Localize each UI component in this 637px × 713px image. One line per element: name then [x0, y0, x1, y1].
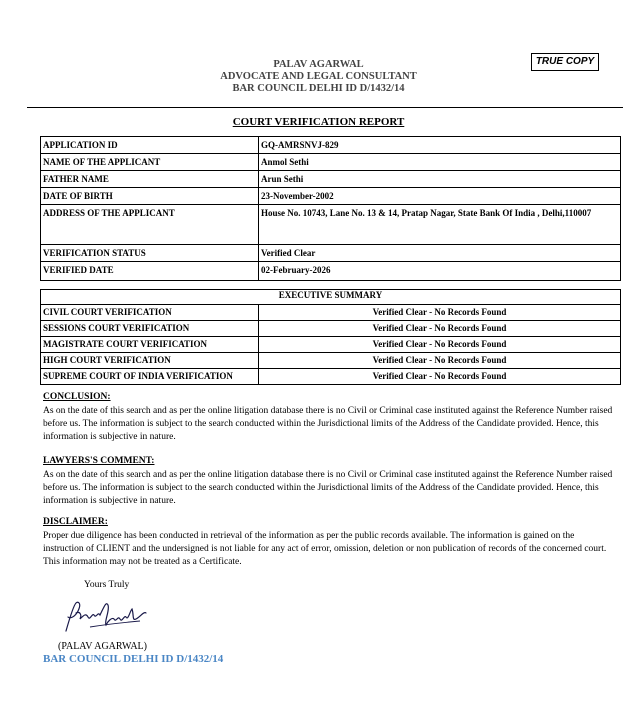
summary-row [41, 369, 621, 385]
signer-name: (PALAV AGARWAL) [58, 641, 147, 652]
info-row [41, 245, 621, 262]
info-row [41, 137, 621, 154]
info-value: 23-November-2002 [259, 188, 621, 205]
summary-row [41, 321, 621, 337]
info-label: ADDRESS OF THE APPLICANT [41, 205, 259, 245]
yours-truly: Yours Truly [84, 580, 130, 590]
info-value: 02-February-2026 [259, 262, 621, 281]
lawyers-comment-text: As on the date of this search and as per the online litigation database there is no Civil or Criminal case instituted against the Reference Number raised before us. The information is subject to the search conducted within the Jurisdictional limits of the Address of the Candidate provided. Hence, this information is subjective in nature. [43, 470, 613, 506]
summary-value: Verified Clear - No Records Found [259, 353, 621, 369]
info-value: Anmol Sethi [259, 154, 621, 171]
info-label: NAME OF THE APPLICANT [41, 154, 259, 171]
footer-bar-id: BAR COUNCIL DELHI ID D/1432/14 [43, 653, 224, 665]
info-label: FATHER NAME [41, 171, 259, 188]
summary-label: SUPREME COURT OF INDIA VERIFICATION [41, 369, 259, 385]
info-value: GQ-AMRSNVJ-829 [259, 137, 621, 154]
summary-row [41, 337, 621, 353]
summary-value: Verified Clear - No Records Found [259, 305, 621, 321]
info-row [41, 188, 621, 205]
advocate-name: PALAV AGARWAL [273, 59, 364, 70]
info-row [41, 205, 621, 245]
summary-row [41, 305, 621, 321]
info-value: House No. 10743, Lane No. 13 & 14, Pratap Nagar, State Bank Of India , Delhi,110007 [259, 205, 621, 245]
info-label: APPLICATION ID [41, 137, 259, 154]
summary-label: HIGH COURT VERIFICATION [41, 353, 259, 369]
info-label: VERIFIED DATE [41, 262, 259, 281]
applicant-info-table [40, 136, 621, 281]
report-title: COURT VERIFICATION REPORT [232, 116, 405, 128]
info-label: VERIFICATION STATUS [41, 245, 259, 262]
advocate-designation: ADVOCATE AND LEGAL CONSULTANT [220, 71, 417, 82]
header-divider [27, 107, 623, 108]
summary-value: Verified Clear - No Records Found [259, 369, 621, 385]
info-row [41, 171, 621, 188]
summary-header-row [41, 290, 621, 305]
summary-label: SESSIONS COURT VERIFICATION [41, 321, 259, 337]
true-copy-stamp: TRUE COPY [531, 53, 599, 71]
advocate-bar-id: BAR COUNCIL DELHI ID D/1432/14 [232, 83, 405, 94]
summary-title: EXECUTIVE SUMMARY [41, 290, 621, 305]
disclaimer-text: Proper due diligence has been conducted in retrieval of the information as per the public records available. The information is gained on the instruction of CLIENT and the undersigned is not liable for any act of error, omission, deletion or non publication of records of the concerned court. This information may not be treated as a Certificate. [43, 531, 607, 567]
summary-value: Verified Clear - No Records Found [259, 337, 621, 353]
info-value: Arun Sethi [259, 171, 621, 188]
disclaimer-title: DISCLAIMER: [43, 517, 108, 527]
summary-label: CIVIL COURT VERIFICATION [41, 305, 259, 321]
executive-summary-table [40, 289, 621, 385]
summary-label: MAGISTRATE COURT VERIFICATION [41, 337, 259, 353]
info-value: Verified Clear [259, 245, 621, 262]
signature-icon [60, 597, 150, 637]
summary-row [41, 353, 621, 369]
conclusion-text: As on the date of this search and as per the online litigation database there is no Civil or Criminal case instituted against the Reference Number raised before us. The information is subject to the search conducted within the Jurisdictional limits of the Address of the Candidate provided. Hence, this information is subjective in nature. [43, 406, 613, 442]
summary-value: Verified Clear - No Records Found [259, 321, 621, 337]
info-row [41, 154, 621, 171]
lawyers-comment-title: LAWYERS'S COMMENT: [43, 456, 155, 466]
info-label: DATE OF BIRTH [41, 188, 259, 205]
conclusion-title: CONCLUSION: [43, 392, 111, 402]
info-row [41, 262, 621, 281]
